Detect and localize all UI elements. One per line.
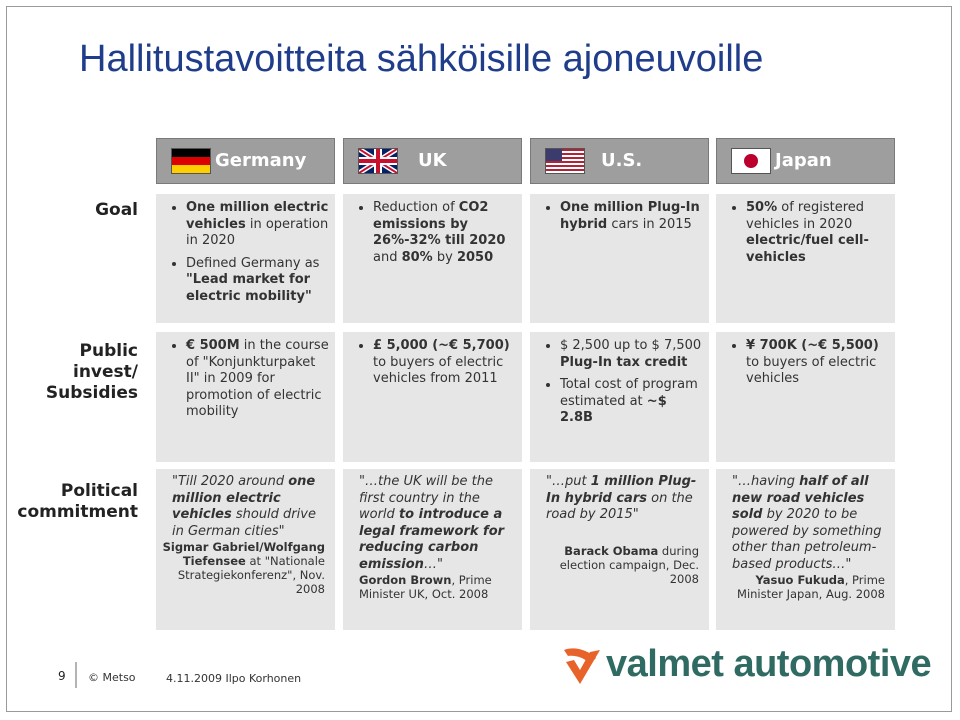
logo-text: valmet automotive xyxy=(606,643,932,685)
column-header-us xyxy=(530,138,709,184)
attribution: Yasuo Fukuda, Prime Minister Japan, Aug. 2008 xyxy=(737,573,885,601)
attribution: Gordon Brown, Prime Minister UK, Oct. 2008 xyxy=(359,573,492,601)
column-label: Germany xyxy=(215,150,307,171)
page-number: 9 xyxy=(58,669,66,683)
commitment-germany-cell xyxy=(156,469,335,630)
goal-japan-cell: • 50% of registered vehicles in 2020 electric/fuel cell-vehicles xyxy=(716,194,895,323)
germany-flag-icon xyxy=(171,148,211,174)
quote: "…put 1 million Plug-In hybrid cars on the road by 2015" xyxy=(546,474,697,522)
row-label-political-commitment: Political commitment xyxy=(17,481,138,522)
uk-flag-icon xyxy=(358,148,398,174)
column-header-japan xyxy=(716,138,895,184)
slide-title: Hallitustavoitteita sähköisille ajoneuvoille xyxy=(79,38,764,80)
subsidies-uk-cell: • £ 5,000 (~€ 5,700) to buyers of electric vehicles from 2011 xyxy=(343,332,522,462)
goal-germany-cell: • One million electric vehicles in operation in 2020 • Defined Germany as "Lead market for electric mobility" xyxy=(156,194,335,323)
quote: "…having half of all new road vehicles sold by 2020 to be powered by something other than petroleum-based products…" xyxy=(732,474,882,572)
subsidies-japan-cell: • ¥ 700K (~€ 5,500) to buyers of electric vehicles xyxy=(716,332,895,462)
us-flag-icon xyxy=(545,148,585,174)
valmet-automotive-logo xyxy=(560,642,932,692)
commitment-us-cell xyxy=(530,469,709,630)
row-label-subsidies: Public invest/ Subsidies xyxy=(45,341,138,403)
attribution: Sigmar Gabriel/Wolfgang Tiefensee at "Nationale Strategiekonferenz", Nov. 2008 xyxy=(162,540,325,596)
column-label: UK xyxy=(418,150,447,171)
column-label: U.S. xyxy=(601,150,643,171)
subsidies-germany-cell: • € 500M in the course of "Konjunkturpaket II" in 2009 for promotion of electric mobility xyxy=(156,332,335,462)
attribution: Barack Obama during election campaign, Dec. 2008 xyxy=(559,543,699,586)
column-header-uk xyxy=(343,138,522,184)
column-header-germany xyxy=(156,138,335,184)
quote: "Till 2020 around one million electric vehicles should drive in German cities" xyxy=(172,474,316,539)
column-label: Japan xyxy=(775,150,832,171)
date-author: 4.11.2009 Ilpo Korhonen xyxy=(166,672,302,685)
footer-divider xyxy=(75,662,77,688)
copyright: © Metso xyxy=(88,671,136,684)
goal-us-cell: • One million Plug-In hybrid cars in 2015 xyxy=(530,194,709,323)
row-label-goal: Goal xyxy=(95,200,138,220)
japan-flag-icon xyxy=(731,148,771,174)
quote: "…the UK will be the first country in the world to introduce a legal framework for reducing carbon emission…" xyxy=(359,474,505,572)
commitment-uk-cell xyxy=(343,469,522,630)
valmet-logo-mark-icon xyxy=(560,644,604,688)
subsidies-us-cell: • $ 2,500 up to $ 7,500 Plug-In tax credit • Total cost of program estimated at ~$ 2.8B xyxy=(530,332,709,462)
commitment-japan-cell xyxy=(716,469,895,630)
goal-uk-cell: • Reduction of CO2 emissions by 26%-32% till 2020 and 80% by 2050 xyxy=(343,194,522,323)
